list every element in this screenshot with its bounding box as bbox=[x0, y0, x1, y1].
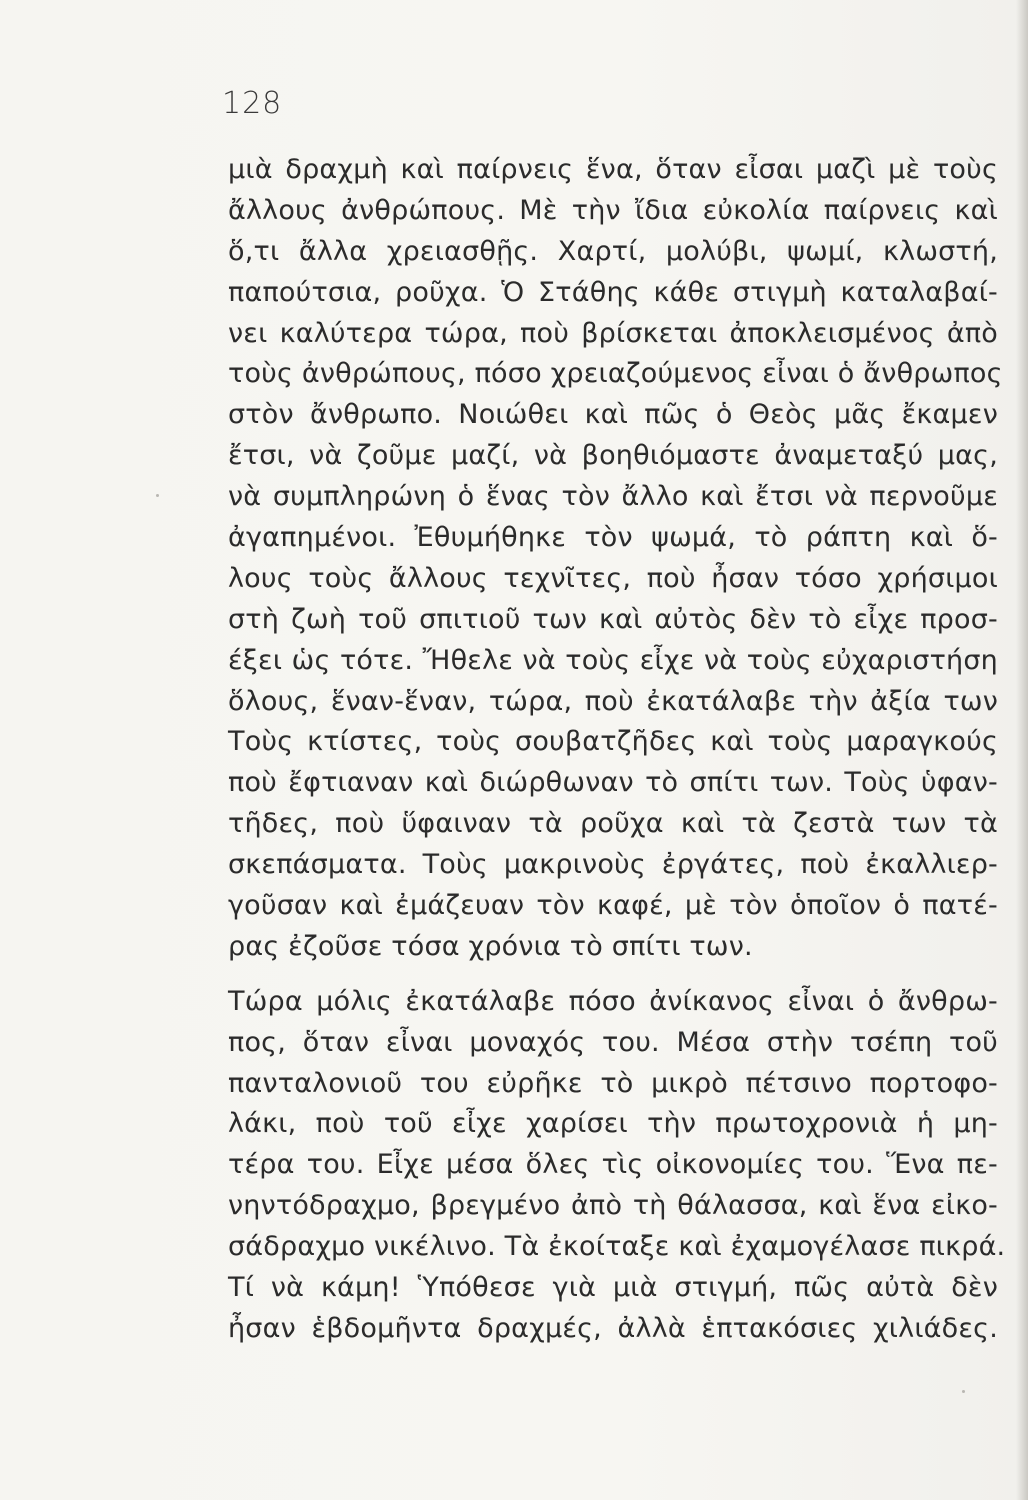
text-line: τέρα του. Εἶχε μέσα ὅλες τὶς οἰκονομίες του. Ἕνα πε- bbox=[228, 1149, 998, 1181]
body-text bbox=[228, 150, 1006, 1350]
text-line: ὅλους, ἕναν-ἕναν, τώρα, ποὺ ἐκατάλαβε τὴν ἀξία των bbox=[228, 685, 998, 717]
scan-speck bbox=[156, 494, 159, 497]
text-line: πος, ὅταν εἶναι μοναχός του. Μέσα στὴν τσέπη τοῦ bbox=[228, 1026, 998, 1058]
text-line: ἀγαπημένοι. Ἐθυμήθηκε τὸν ψωμά, τὸ ράπτη καὶ ὅ- bbox=[228, 522, 998, 554]
text-line: στὸν ἄνθρωπο. Νοιώθει καὶ πῶς ὁ Θεὸς μᾶς ἔκαμεν bbox=[228, 399, 998, 431]
text-line: σκεπάσματα. Τοὺς μακρινοὺς ἐργάτες, ποὺ ἐκαλλιερ- bbox=[228, 849, 998, 881]
text-line: ἄλλους ἀνθρώπους. Μὲ τὴν ἴδια εὐκολία παίρνεις καὶ bbox=[228, 194, 998, 226]
page-edge-shadow bbox=[1016, 0, 1028, 1500]
text-line: Τοὺς κτίστες, τοὺς σουβατζῆδες καὶ τοὺς μαραγκούς bbox=[228, 726, 998, 758]
text-line: νηντόδραχμο, βρεγμένο ἀπὸ τὴ θάλασσα, καὶ ἕνα εἰκο- bbox=[228, 1190, 998, 1222]
text-line: μιὰ δραχμὴ καὶ παίρνεις ἕνα, ὅταν εἶσαι μαζὶ μὲ τοὺς bbox=[228, 154, 998, 185]
scan-speck bbox=[962, 1390, 965, 1393]
text-line: στὴ ζωὴ τοῦ σπιτιοῦ των καὶ αὐτὸς δὲν τὸ εἶχε προσ- bbox=[228, 603, 998, 635]
text-line: ἔτσι, νὰ ζοῦμε μαζί, νὰ βοηθιόμαστε ἀναμεταξύ μας, bbox=[228, 440, 998, 472]
text-line: σάδραχμο νικέλινο. Τὰ ἐκοίταξε καὶ ἐχαμογέλασε πικρά. bbox=[228, 1231, 1006, 1263]
paragraph-1 bbox=[228, 150, 1003, 968]
text-line: Τί νὰ κάμη! Ὑπόθεσε γιὰ μιὰ στιγμή, πῶς αὐτὰ δὲν bbox=[228, 1272, 998, 1304]
text-line: ρας ἐζοῦσε τόσα χρόνια τὸ σπίτι των. bbox=[228, 930, 753, 962]
paragraph-2 bbox=[228, 982, 1006, 1350]
text-line: έξει ὡς τότε. Ἤθελε νὰ τοὺς εἶχε νὰ τοὺς εὐχαριστήση bbox=[228, 644, 998, 676]
page-number: 128 bbox=[222, 86, 283, 121]
text-line: τοὺς ἀνθρώπους, πόσο χρειαζούμενος εἶναι ὁ ἄνθρωπος bbox=[228, 358, 1003, 390]
text-line: νει καλύτερα τώρα, ποὺ βρίσκεται ἀποκλεισμένος ἀπὸ bbox=[228, 317, 998, 349]
text-line: λους τοὺς ἄλλους τεχνῖτες, ποὺ ἦσαν τόσο χρήσιμοι bbox=[228, 562, 998, 594]
text-line: ποὺ ἔφτιαναν καὶ διώρθωναν τὸ σπίτι των. Τοὺς ὑφαν- bbox=[228, 767, 998, 799]
text-line: λάκι, ποὺ τοῦ εἶχε χαρίσει τὴν πρωτοχρονιὰ ἡ μη- bbox=[228, 1108, 998, 1140]
text-line: ὅ,τι ἄλλα χρειασθῇς. Χαρτί, μολύβι, ψωμί, κλωστή, bbox=[228, 235, 998, 267]
text-line: τῆδες, ποὺ ὕφαιναν τὰ ροῦχα καὶ τὰ ζεστὰ των τὰ bbox=[228, 808, 998, 840]
text-line: γοῦσαν καὶ ἐμάζευαν τὸν καφέ, μὲ τὸν ὁποῖον ὁ πατέ- bbox=[228, 890, 998, 922]
paragraph-gap bbox=[228, 968, 998, 982]
text-line: πανταλονιοῦ του εὐρῆκε τὸ μικρὸ πέτσινο πορτοφο- bbox=[228, 1067, 998, 1099]
text-line: Τώρα μόλις ἐκατάλαβε πόσο ἀνίκανος εἶναι ὁ ἄνθρω- bbox=[228, 985, 998, 1017]
text-line: παπούτσια, ροῦχα. Ὁ Στάθης κάθε στιγμὴ καταλαβαί- bbox=[228, 276, 998, 308]
text-line: νὰ συμπληρώνη ὁ ἕνας τὸν ἄλλο καὶ ἔτσι νὰ περνοῦμε bbox=[228, 481, 998, 513]
text-line: ἦσαν ἑβδομῆντα δραχμές, ἀλλὰ ἑπτακόσιες χιλιάδες. bbox=[228, 1312, 998, 1344]
